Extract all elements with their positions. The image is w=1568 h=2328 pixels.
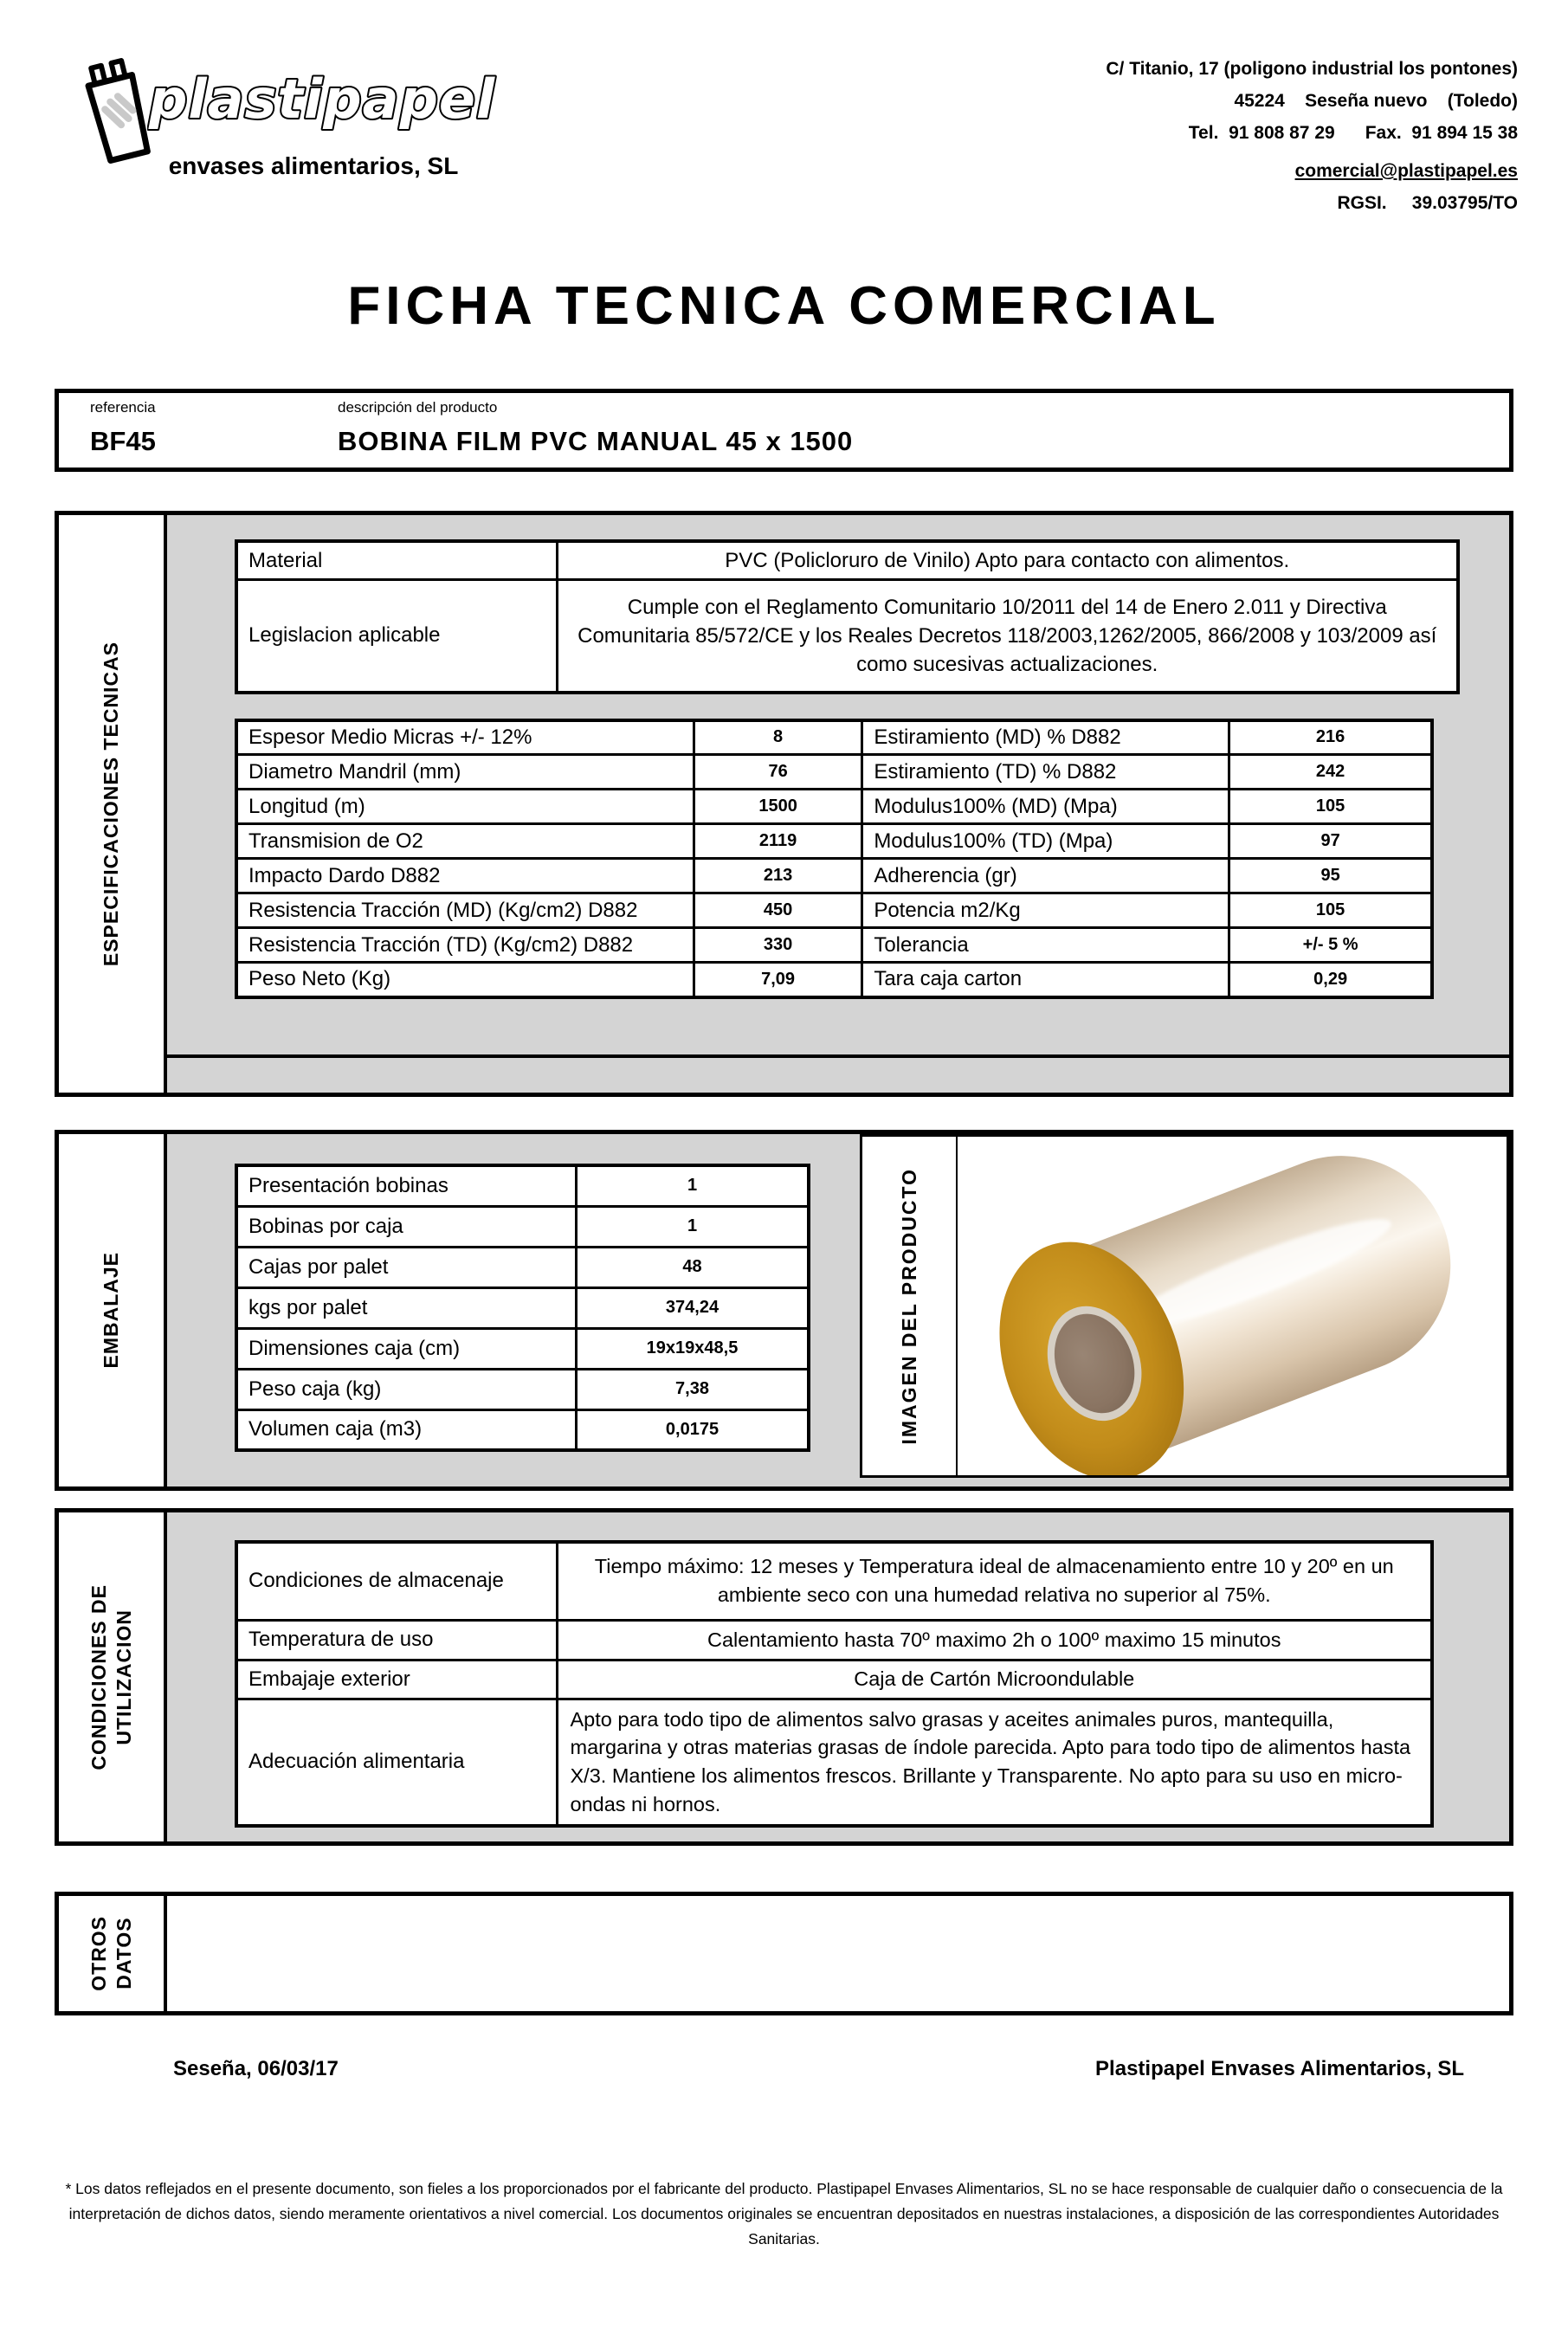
footer-disclaimer: * Los datos reflejados en el presente documento, son fieles a los proporcionados por el fabricante del producto. Plastipapel Envases Alimentarios, SL no se hace responsable de cualquier daño o consecuencia de la interpretación de dichos datos, siendo meramente orientativos a nivel comercial. Los documentos originales se encuentran depositados en nuestras instalaciones, a disposición de las correspondientes Autoridades Sanitarias. bbox=[65, 2180, 1503, 2247]
specs-bottom-strip bbox=[167, 1054, 1509, 1093]
embalaje-content-panel bbox=[167, 1134, 1509, 1486]
specs-table bbox=[235, 719, 1434, 999]
specs-section-title: ESPECIFICACIONES TECNICAS bbox=[100, 641, 123, 967]
spec-value: 216 bbox=[1229, 720, 1432, 755]
table-row bbox=[236, 1287, 809, 1328]
signature-place-date: Seseña, 06/03/17 bbox=[173, 2057, 339, 2080]
pack-value: 1 bbox=[577, 1165, 810, 1206]
section-otros-datos bbox=[55, 1892, 1513, 2015]
condiciones-section-title bbox=[87, 1584, 137, 1770]
condition-label: Condiciones de almacenaje bbox=[236, 1542, 557, 1620]
condition-value: Tiempo máximo: 12 meses y Temperatura ideal de almacenamiento entre 10 y 20º en un ambiente seco con una humedad relativa no superior al 75%. bbox=[557, 1542, 1432, 1620]
condition-label: Adecuación alimentaria bbox=[236, 1699, 557, 1826]
spec-label: Resistencia Tracción (TD) (Kg/cm2) D882 bbox=[236, 928, 694, 963]
spec-label: Modulus100% (MD) (Mpa) bbox=[862, 790, 1229, 824]
pack-value: 48 bbox=[577, 1247, 810, 1287]
pack-value: 0,0175 bbox=[577, 1409, 810, 1450]
section-especificaciones-tecnicas bbox=[55, 511, 1513, 1097]
table-row bbox=[236, 541, 1458, 580]
spec-label: Tara caja carton bbox=[862, 963, 1229, 997]
brand-text: plastipapel bbox=[149, 68, 496, 131]
film-roll-illustration bbox=[966, 1137, 1507, 1475]
table-row bbox=[236, 1328, 809, 1369]
otros-title-line1: OTROS bbox=[87, 1916, 110, 1991]
pack-label: kgs por palet bbox=[236, 1287, 577, 1328]
spec-value: 330 bbox=[694, 928, 861, 963]
spec-label: Impacto Dardo D882 bbox=[236, 859, 694, 893]
page-title: FICHA TECNICA COMERCIAL bbox=[347, 276, 1221, 336]
material-value: PVC (Policloruro de Vinilo) Apto para contacto con alimentos. bbox=[557, 541, 1458, 580]
legislation-value: Cumple con el Reglamento Comunitario 10/2011 del 14 de Enero 2.011 y Directiva Comunitaria 85/572/CE y los Reales Decretos 118/2003,1262/2005, 866/2008 y 103/2009 así como sucesivas actualizaciones. bbox=[557, 580, 1458, 693]
contact-city: 45224 Seseña nuevo (Toledo) bbox=[1234, 91, 1518, 111]
legislation-label: Legislacion aplicable bbox=[236, 580, 557, 693]
embalaje-section-title: EMBALAJE bbox=[100, 1252, 123, 1369]
spec-value: 0,29 bbox=[1229, 963, 1432, 997]
pack-value: 374,24 bbox=[577, 1287, 810, 1328]
table-row bbox=[236, 1542, 1432, 1620]
pack-label: Presentación bobinas bbox=[236, 1165, 577, 1206]
contact-rgsi: RGSI. 39.03795/TO bbox=[1337, 193, 1518, 213]
spec-value: 2119 bbox=[694, 824, 861, 859]
spec-label: Tolerancia bbox=[862, 928, 1229, 963]
spec-value: 105 bbox=[1229, 790, 1432, 824]
spec-value: 97 bbox=[1229, 824, 1432, 859]
spec-value: 95 bbox=[1229, 859, 1432, 893]
signature-row bbox=[0, 2057, 1568, 2092]
table-row bbox=[236, 755, 1432, 790]
product-photo bbox=[958, 1137, 1507, 1475]
spec-label: Longitud (m) bbox=[236, 790, 694, 824]
spec-label: Estiramiento (MD) % D882 bbox=[862, 720, 1229, 755]
spec-label: Diametro Mandril (mm) bbox=[236, 755, 694, 790]
material-table bbox=[235, 539, 1460, 694]
otros-content-panel bbox=[167, 1896, 1509, 2011]
logo-subtitle: envases alimentarios, SL bbox=[168, 152, 459, 179]
otros-title-line2: DATOS bbox=[112, 1917, 135, 1990]
condiciones-title-line1: CONDICIONES DE bbox=[87, 1583, 110, 1770]
packaging-table bbox=[235, 1164, 810, 1452]
condiciones-title-line2: UTILIZACION bbox=[112, 1609, 135, 1745]
table-row bbox=[236, 1699, 1432, 1826]
otros-section-title bbox=[87, 1916, 137, 1991]
reference-label: referencia bbox=[90, 399, 156, 416]
condition-label: Embajaje exterior bbox=[236, 1660, 557, 1699]
pack-value: 7,38 bbox=[577, 1369, 810, 1409]
contact-address: C/ Titanio, 17 (poligono industrial los pontones) bbox=[1106, 59, 1518, 79]
table-row bbox=[236, 824, 1432, 859]
spec-value: 213 bbox=[694, 859, 861, 893]
condition-label: Temperatura de uso bbox=[236, 1620, 557, 1660]
spec-value: 76 bbox=[694, 755, 861, 790]
reference-box bbox=[55, 389, 1513, 472]
pack-value: 19x19x48,5 bbox=[577, 1328, 810, 1369]
table-row bbox=[236, 1247, 809, 1287]
section-side-label-otros bbox=[59, 1896, 167, 2011]
section-embalaje bbox=[55, 1130, 1513, 1491]
condition-value: Apto para todo tipo de alimentos salvo grasas y aceites animales puros, mantequilla, margarina y otras materias grasas de índole parecida. Apto para todo tipo de alimentos hasta X/3. Mantiene los alimentos frescos. Brillante y Transparente. No apto para su uso en micro-ondas ni hornos. bbox=[557, 1699, 1432, 1826]
contact-email-link[interactable]: comercial@plastipapel.es bbox=[1294, 161, 1518, 181]
spec-value: +/- 5 % bbox=[1229, 928, 1432, 963]
material-label: Material bbox=[236, 541, 557, 580]
section-side-label-embalaje bbox=[59, 1134, 167, 1486]
table-row bbox=[236, 859, 1432, 893]
spec-label: Peso Neto (Kg) bbox=[236, 963, 694, 997]
spec-value: 8 bbox=[694, 720, 861, 755]
pack-label: Cajas por palet bbox=[236, 1247, 577, 1287]
spec-label: Adherencia (gr) bbox=[862, 859, 1229, 893]
pack-label: Bobinas por caja bbox=[236, 1206, 577, 1247]
table-row bbox=[236, 1409, 809, 1450]
product-image-box bbox=[860, 1134, 1509, 1478]
spec-label: Espesor Medio Micras +/- 12% bbox=[236, 720, 694, 755]
brand-wordmark bbox=[147, 50, 580, 145]
pack-value: 1 bbox=[577, 1206, 810, 1247]
table-row bbox=[236, 1206, 809, 1247]
spec-value: 1500 bbox=[694, 790, 861, 824]
pack-label: Dimensiones caja (cm) bbox=[236, 1328, 577, 1369]
condition-value: Caja de Cartón Microondulable bbox=[557, 1660, 1432, 1699]
table-row bbox=[236, 1165, 809, 1206]
specs-content-panel bbox=[167, 515, 1509, 1093]
conditions-table bbox=[235, 1540, 1434, 1828]
table-row bbox=[236, 1369, 809, 1409]
table-row bbox=[236, 1620, 1432, 1660]
table-row bbox=[236, 580, 1458, 693]
contact-telfax: Tel. 91 808 87 29 Fax. 91 894 15 38 bbox=[1188, 123, 1518, 143]
table-row bbox=[236, 790, 1432, 824]
product-image-caption: IMAGEN DEL PRODUCTO bbox=[897, 1167, 920, 1445]
header bbox=[0, 0, 1568, 260]
condiciones-content-panel bbox=[167, 1512, 1509, 1841]
pack-label: Volumen caja (m3) bbox=[236, 1409, 577, 1450]
condition-value: Calentamiento hasta 70º maximo 2h o 100º maximo 15 minutos bbox=[557, 1620, 1432, 1660]
reference-value: BF45 bbox=[90, 426, 156, 456]
spec-label: Resistencia Tracción (MD) (Kg/cm2) D882 bbox=[236, 893, 694, 928]
product-image-caption-strip bbox=[862, 1137, 958, 1475]
signature-company: Plastipapel Envases Alimentarios, SL bbox=[1095, 2057, 1464, 2080]
spec-value: 242 bbox=[1229, 755, 1432, 790]
pack-label: Peso caja (kg) bbox=[236, 1369, 577, 1409]
spec-label: Modulus100% (TD) (Mpa) bbox=[862, 824, 1229, 859]
table-row bbox=[236, 928, 1432, 963]
spec-value: 7,09 bbox=[694, 963, 861, 997]
table-row bbox=[236, 893, 1432, 928]
spec-label: Estiramiento (TD) % D882 bbox=[862, 755, 1229, 790]
spec-label: Potencia m2/Kg bbox=[862, 893, 1229, 928]
company-logo bbox=[54, 26, 573, 180]
spec-label: Transmision de O2 bbox=[236, 824, 694, 859]
table-row bbox=[236, 1660, 1432, 1699]
product-name: BOBINA FILM PVC MANUAL 45 x 1500 bbox=[338, 426, 854, 456]
table-row bbox=[236, 720, 1432, 755]
contact-block bbox=[1106, 59, 1518, 225]
section-condiciones-utilizacion bbox=[55, 1508, 1513, 1846]
spec-value: 105 bbox=[1229, 893, 1432, 928]
section-side-label-specs bbox=[59, 515, 167, 1093]
table-row bbox=[236, 963, 1432, 997]
section-side-label-condiciones bbox=[59, 1512, 167, 1841]
description-label: descripción del producto bbox=[338, 399, 498, 416]
spec-value: 450 bbox=[694, 893, 861, 928]
